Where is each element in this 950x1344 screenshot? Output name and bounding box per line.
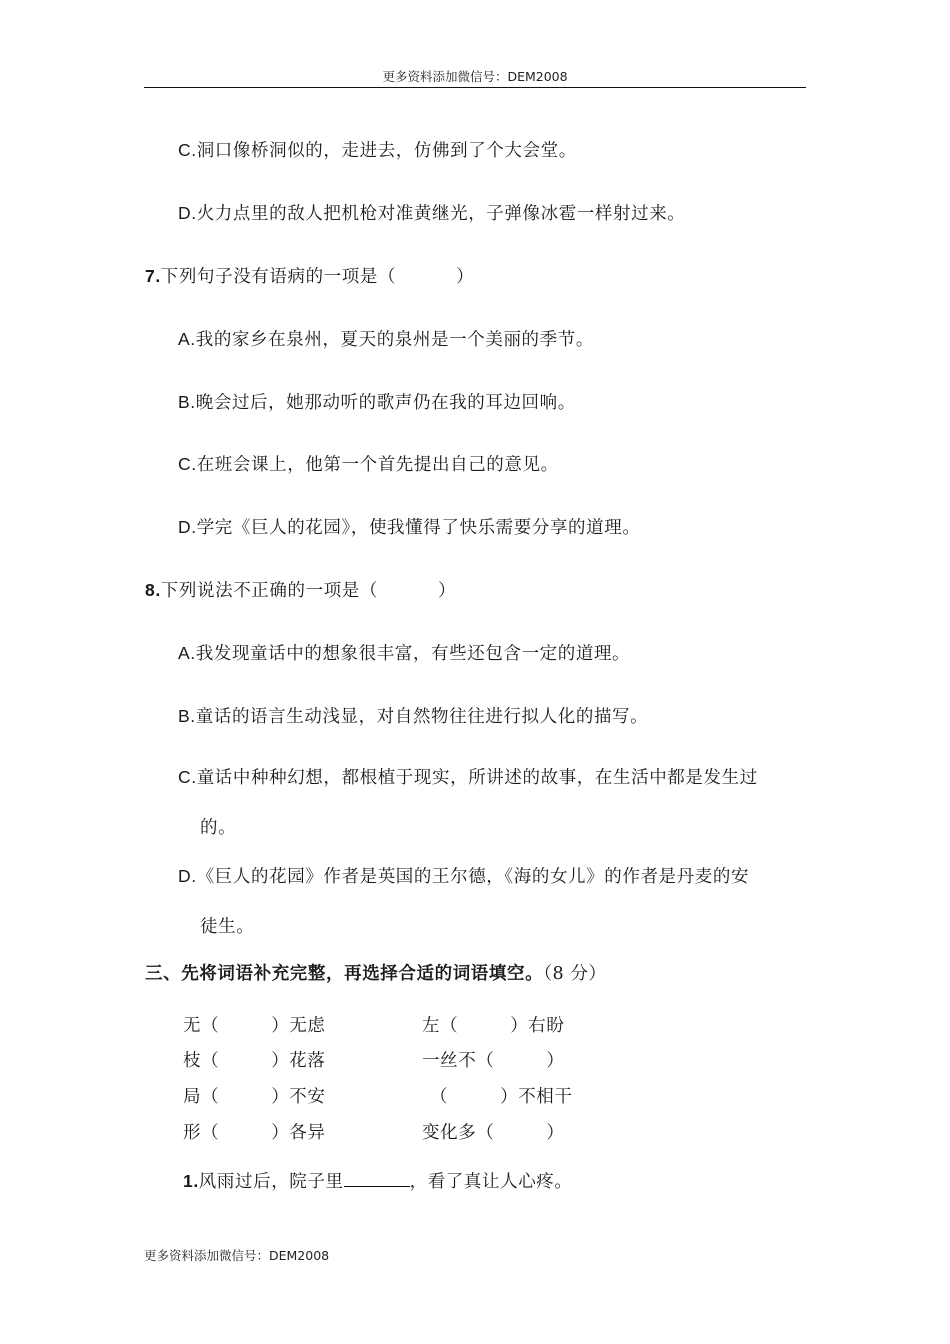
q7-stem	[145, 263, 474, 290]
s3-question-1	[183, 1168, 573, 1195]
option-label: C.	[178, 140, 197, 160]
idiom-suffix: ）右盼	[510, 1016, 565, 1036]
option-text: 《巨人的花园》作者是英国的王尔德，《海的女儿》的作者是丹麦的安	[196, 867, 750, 887]
option-label: C.	[178, 454, 197, 474]
q8-option-d	[178, 863, 749, 890]
option-label: D.	[178, 203, 197, 223]
question-text-post: ，看了真让人心疼。	[409, 1172, 573, 1192]
option-label: D.	[178, 517, 197, 537]
idiom-prefix: 形（	[183, 1123, 220, 1143]
option-text: 在班会课上，他第一个首先提出自己的意见。	[196, 455, 559, 475]
q7-option-d	[178, 514, 640, 541]
q7-option-b	[178, 389, 576, 416]
idiom-item	[422, 1048, 565, 1074]
page-header: 更多资料添加微信号：DEM2008	[382, 69, 568, 84]
idiom-prefix: 变化多（	[422, 1123, 495, 1143]
idiom-prefix: 局（	[183, 1087, 220, 1107]
option-text: 晚会过后，她那动听的歌声仍在我的耳边回响。	[195, 393, 576, 413]
question-number: 8.	[145, 580, 161, 600]
option-text: 火力点里的敌人把机枪对准黄继光，子弹像冰雹一样射过来。	[196, 204, 686, 224]
q8-stem	[145, 577, 456, 604]
question-text: 下列句子没有语病的一项是（	[160, 267, 397, 287]
idiom-prefix: 左（	[422, 1016, 459, 1036]
idiom-prefix: 无（	[183, 1016, 220, 1036]
idiom-suffix: ）	[546, 1123, 565, 1143]
option-label: C.	[178, 767, 197, 787]
idiom-item	[183, 1013, 326, 1039]
idiom-prefix: 一丝不（	[422, 1051, 495, 1071]
option-text: 学完《巨人的花园》，使我懂得了快乐需要分享的道理。	[196, 518, 641, 538]
q8-option-c	[178, 764, 758, 791]
q7-option-a	[178, 326, 594, 353]
idiom-item	[183, 1048, 326, 1074]
close-paren: ）	[456, 267, 475, 287]
idiom-suffix: ）各异	[271, 1123, 326, 1143]
question-text: 下列说法不正确的一项是（	[160, 581, 378, 601]
section-3-title	[145, 961, 607, 987]
option-label: A.	[178, 643, 196, 663]
idiom-suffix: ）无虑	[271, 1016, 326, 1036]
option-label: A.	[178, 329, 196, 349]
close-paren: ）	[438, 581, 457, 601]
q8-option-c-continuation: 的。	[200, 818, 237, 838]
idiom-item	[183, 1120, 326, 1146]
option-text: 童话中种种幻想，都根植于现实，所讲述的故事，在生活中都是发生过	[196, 768, 758, 788]
q8-option-a	[178, 640, 630, 667]
option-text: 童话的语言生动浅显，对自然物往往进行拟人化的描写。	[195, 707, 649, 727]
option-text: 我发现童话中的想象很丰富，有些还包含一定的道理。	[195, 644, 631, 664]
q6-option-d	[178, 200, 685, 227]
section-title-text: 三、先将词语补充完整，再选择合适的词语填空。	[145, 964, 544, 984]
idiom-item	[183, 1084, 326, 1110]
option-label: B.	[178, 706, 196, 726]
idiom-suffix: ）	[546, 1051, 565, 1071]
section-score: （8 分）	[543, 964, 607, 984]
page-footer: 更多资料添加微信号：DEM2008	[144, 1248, 330, 1263]
idiom-prefix: （	[430, 1087, 449, 1107]
question-number: 7.	[145, 266, 161, 286]
idiom-prefix: 枝（	[183, 1051, 220, 1071]
q7-option-c	[178, 451, 559, 478]
option-label: B.	[178, 392, 196, 412]
question-text-pre: 风雨过后，院子里	[198, 1172, 344, 1192]
option-text: 洞口像桥洞似的，走进去，仿佛到了个大会堂。	[196, 141, 577, 161]
fill-in-blank[interactable]	[344, 1168, 410, 1187]
idiom-suffix: ）不相干	[500, 1087, 573, 1107]
idiom-item	[430, 1084, 573, 1110]
question-number: 1.	[183, 1171, 199, 1191]
idiom-suffix: ）不安	[271, 1087, 326, 1107]
idiom-item	[422, 1120, 565, 1146]
q6-option-c	[178, 137, 577, 164]
header-rule	[144, 87, 806, 88]
q8-option-b	[178, 703, 648, 730]
q8-option-d-continuation: 徒生。	[200, 917, 255, 937]
option-text: 我的家乡在泉州，夏天的泉州是一个美丽的季节。	[195, 330, 594, 350]
idiom-suffix: ）花落	[271, 1051, 326, 1071]
idiom-item	[422, 1013, 565, 1039]
option-label: D.	[178, 866, 197, 886]
